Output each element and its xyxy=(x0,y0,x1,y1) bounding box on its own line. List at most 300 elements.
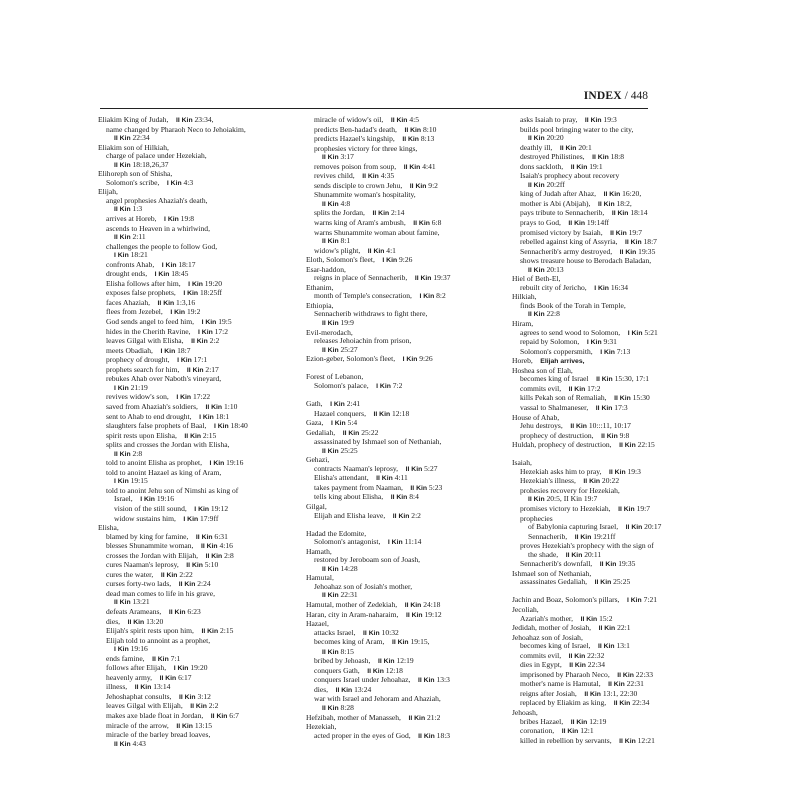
entry-text: war with Israel and Jehoram and Ahaziah, xyxy=(314,694,441,704)
entry-text: of Babylonia capturing Israel, xyxy=(528,522,619,532)
book-reference: I Kin xyxy=(170,309,186,317)
book-reference: II Kin xyxy=(559,144,577,152)
index-entry xyxy=(306,611,501,621)
book-reference: II Kin xyxy=(322,705,339,712)
book-reference: II Kin xyxy=(114,740,131,748)
entry-text: miracle of the arrow, xyxy=(106,720,169,730)
book-reference: II Kin xyxy=(190,703,207,711)
index-subentry xyxy=(306,410,501,420)
index-subentry xyxy=(98,441,293,450)
verse-location: 19:37 xyxy=(431,273,451,283)
entry-text: prophecy of drought, xyxy=(106,355,170,365)
book-reference: II Kin xyxy=(114,161,131,169)
entry-text: Jehoahaz son of Josiah, xyxy=(512,632,583,642)
book-reference: II Kin xyxy=(134,684,152,692)
book-reference: II Kin xyxy=(404,601,422,609)
verse-location: 19:9 xyxy=(338,318,354,328)
verse-location: 20:2ff xyxy=(544,179,565,189)
verse-location: 13:15 xyxy=(192,720,213,730)
entry-text: assassinates Gedaliah, xyxy=(520,577,588,587)
book-reference: II Kin xyxy=(200,543,218,551)
book-reference: II Kin xyxy=(372,210,390,218)
entry-text: dies, xyxy=(314,684,329,694)
verse-location: 4:5 xyxy=(407,115,419,124)
index-subentry xyxy=(98,375,293,384)
verse-location: 22:34 xyxy=(630,698,650,708)
verse-location: 2:8 xyxy=(222,550,234,560)
book-reference: I Kin xyxy=(387,539,403,547)
entry-text: illness, xyxy=(106,682,128,692)
book-reference: II Kin xyxy=(603,191,621,199)
entry-text: makes axe blade float in Jordan, xyxy=(106,711,204,720)
verse-location: 10:::11, 10:17 xyxy=(586,421,631,431)
entry-text: asks Isaiah to pray, xyxy=(520,115,578,124)
verse-location: 25:22 xyxy=(359,427,379,437)
verse-location: 19:8 xyxy=(178,214,195,224)
book-reference: II Kin xyxy=(114,206,131,214)
entry-text: Ethanim, xyxy=(306,282,334,292)
book-reference: II Kin xyxy=(617,671,634,679)
entry-text: rebukes Ahab over Naboth's vineyard, xyxy=(106,374,222,384)
verse-location: 19:5 xyxy=(216,317,232,327)
entry-text: pays tribute to Sennacherib, xyxy=(520,208,605,218)
book-reference: II Kin xyxy=(114,450,131,458)
verse-location: 4:1 xyxy=(384,245,396,255)
entry-text: builds pool bringing water to the city, xyxy=(520,124,634,134)
book-reference: II Kin xyxy=(574,533,592,541)
entry-text: Jehoash, xyxy=(512,708,538,717)
verse-location: 2:17 xyxy=(203,364,219,374)
book-reference: II Kin xyxy=(618,505,635,513)
entry-text: Evil-merodach, xyxy=(306,327,353,337)
entry-text: Jedidah, mother of Josiah, xyxy=(512,623,592,633)
verse-location: 19:3 xyxy=(625,466,641,476)
entry-text: told to anoint Jehu son of Nimshi as king of xyxy=(106,485,239,495)
book-reference: II Kin xyxy=(402,136,419,144)
verse-location: 18:7 xyxy=(175,345,191,355)
index-subentry xyxy=(98,243,293,252)
verse-location: 19:16 xyxy=(128,644,148,654)
entry-text: Jehoahaz son of Josiah's mother, xyxy=(314,581,413,591)
entry-text: Elijah, xyxy=(98,187,118,197)
entry-text: Huldah, prophecy of destruction, xyxy=(512,440,612,450)
entry-text: Ishmael son of Nethaniah, xyxy=(512,568,592,578)
verse-location: 18:17 xyxy=(176,259,196,269)
book-reference: II Kin xyxy=(322,320,339,328)
verse-location: 8:13 xyxy=(418,134,435,144)
book-reference: I Kin xyxy=(376,382,391,390)
entry-text: restored by Jeroboam son of Joash, xyxy=(314,555,421,565)
entry-text: deathly ill, xyxy=(520,142,553,152)
verse-location: 19:35 xyxy=(616,559,636,569)
index-subentry xyxy=(306,337,501,346)
verse-location: 13:14 xyxy=(151,682,171,692)
book-reference: I Kin xyxy=(114,478,129,486)
book-reference: II Kin xyxy=(114,135,131,143)
verse-location: 2:8 xyxy=(130,448,143,458)
entry-text: meets Obadiah, xyxy=(106,345,153,355)
book-reference: II Kin xyxy=(391,639,409,647)
index-subentry xyxy=(512,348,708,358)
verse-location: 3:12 xyxy=(195,691,211,701)
verse-location: 1:10 xyxy=(222,401,238,411)
book-reference: II Kin xyxy=(613,700,631,708)
entry-text: becomes king of Israel, xyxy=(520,641,591,651)
entry-text: Eloth, Solomon's fleet, xyxy=(306,255,375,265)
verse-location: 19:20 xyxy=(202,278,222,288)
entry-text: leaves Gilgal with Elijah, xyxy=(106,701,183,711)
book-reference: II Kin xyxy=(414,275,432,283)
entry-text: Solomon's antagonist, xyxy=(314,537,381,547)
entry-text: assassinated by Ishmael son of Nethaniah, xyxy=(314,437,442,447)
book-reference: I Kin xyxy=(201,319,217,327)
verse-location: 4:16 xyxy=(217,541,233,551)
entry-text: Gehazi, xyxy=(306,455,330,465)
verse-location: 8:10 xyxy=(421,124,437,134)
verse-location: 12:19 xyxy=(587,716,607,726)
book-reference: II Kin xyxy=(528,311,545,319)
book-reference: II Kin xyxy=(594,579,612,587)
entry-text: acted proper in the eyes of God, xyxy=(314,730,411,740)
book-reference: II Kin xyxy=(362,173,379,181)
entry-text: destroyed Philistines, xyxy=(520,152,585,162)
verse-location: 19:16 xyxy=(154,494,175,504)
entry-text: curses forty-two lads, xyxy=(106,579,172,589)
verse-location: 22:34 xyxy=(130,133,150,143)
entry-text: Ethiopia, xyxy=(306,300,334,310)
book-reference: II Kin xyxy=(584,117,602,124)
entry-text: Israel, xyxy=(114,494,133,504)
verse-location: 13:24 xyxy=(352,684,372,694)
verse-location: 2:11 xyxy=(130,232,146,242)
section-title: INDEX xyxy=(583,90,622,102)
index-subentry xyxy=(306,438,501,447)
entry-text: Isaiah's prophecy about recovery xyxy=(520,171,620,181)
entry-text: dies, xyxy=(106,616,121,626)
verse-location: 19:1 xyxy=(587,161,603,171)
index-subentry xyxy=(512,302,708,311)
verse-location: 22:15 xyxy=(635,440,655,450)
verse-location: 17:9ff xyxy=(198,513,219,523)
entry-text: releases Jehoiachin from prison, xyxy=(314,336,412,346)
index-subentry xyxy=(512,310,708,320)
verse-location: 8:15 xyxy=(338,646,354,656)
book-reference: I Kin xyxy=(164,216,179,224)
book-reference: I Kin xyxy=(140,496,155,504)
index-subentry xyxy=(306,447,501,457)
entry-text: dons sackloth, xyxy=(520,161,564,171)
entry-text: predicts Ben-hadad's death, xyxy=(314,124,397,134)
verse-location: 21:19 xyxy=(128,382,148,392)
index-subentry xyxy=(306,145,501,154)
entry-text: Jehoshaphat consults, xyxy=(106,691,172,701)
entry-text: Eliakim son of Hilkiah, xyxy=(98,142,169,152)
book-reference: I Kin xyxy=(183,515,199,523)
index-subentry xyxy=(512,578,708,588)
entry-text: vassal to Shalmaneser, xyxy=(520,402,589,412)
verse-location: 4:3 xyxy=(181,177,194,187)
book-reference: II Kin xyxy=(611,210,629,218)
book-reference: II Kin xyxy=(619,737,636,745)
book-reference: II Kin xyxy=(570,423,587,431)
index-subentry xyxy=(98,590,293,599)
entry-text: cures the water, xyxy=(106,569,154,579)
entry-text: month of Temple's consecration, xyxy=(314,291,412,301)
verse-location: 13:1 xyxy=(614,641,630,651)
verse-location: 18:7 xyxy=(641,237,657,247)
entry-text: Haran, city in Aram-naharaim, xyxy=(306,609,399,619)
entry-text: prophets search for him, xyxy=(106,364,180,374)
book-reference: I Kin xyxy=(177,357,192,365)
verse-location: 15:30, 17:1 xyxy=(612,374,649,384)
book-reference: I Kin xyxy=(173,665,189,673)
entry-text: Sennacherib, xyxy=(528,531,568,541)
verse-location: 9:8 xyxy=(617,430,630,440)
entry-text: angel prophesies Ahaziah's death, xyxy=(106,195,208,205)
book-reference: II Kin xyxy=(601,432,618,440)
book-reference: II Kin xyxy=(114,599,131,607)
verse-location: 17:2 xyxy=(212,326,229,336)
entry-text: Hezekiah asks him to pray, xyxy=(520,466,602,476)
entry-text: Elijah told to annoint as a prophet, xyxy=(106,635,211,645)
verse-location: 18:1 xyxy=(213,411,230,421)
book-reference: II Kin xyxy=(595,404,613,412)
entry-text: Gilgal, xyxy=(306,501,327,511)
verse-location: 22:1 xyxy=(615,623,631,633)
entry-text: Hadad the Edomite, xyxy=(306,528,367,538)
verse-location: 19:2 xyxy=(185,307,201,317)
verse-location: 7:2 xyxy=(390,380,403,390)
book-reference: II Kin xyxy=(565,551,583,559)
book-reference: II Kin xyxy=(322,238,339,246)
book-reference: II Kin xyxy=(335,686,353,694)
book-reference: II Kin xyxy=(609,468,626,476)
index-subentry xyxy=(306,638,501,648)
page-header xyxy=(100,88,648,109)
index-subentry xyxy=(98,126,293,135)
entry-gap xyxy=(306,391,501,400)
entry-text: mother is Abi (Abijah), xyxy=(520,198,591,208)
verse-location: 12:21 xyxy=(635,735,655,745)
entry-text: coronation, xyxy=(520,726,555,736)
entry-text: vision of the still sound, xyxy=(114,503,187,513)
verse-location: 2:15 xyxy=(201,430,217,440)
entry-gap xyxy=(512,451,708,460)
entry-text: blamed by king for famine, xyxy=(106,531,189,541)
verse-location: 22:32 xyxy=(585,650,605,660)
entry-text: Hiram, xyxy=(512,319,534,329)
entry-text: revives child, xyxy=(314,171,355,181)
entry-text: Ezion-geber, Solomon's fleet, xyxy=(306,354,396,364)
book-reference: II Kin xyxy=(367,667,384,675)
verse-location: 5:23 xyxy=(427,482,443,492)
entry-text: becomes king of Aram, xyxy=(314,637,385,647)
entry-text: Gath, xyxy=(306,398,323,408)
index-subentry xyxy=(98,731,293,740)
book-reference: II Kin xyxy=(127,618,145,626)
book-reference: I Kin xyxy=(594,284,609,292)
verse-location: 6:7 xyxy=(227,711,239,720)
entry-text: prophecies xyxy=(520,513,553,523)
entry-text: Jehu destroys, xyxy=(520,421,563,431)
verse-location: 8:4 xyxy=(407,492,419,502)
verse-location: 2:2 xyxy=(206,701,219,711)
verse-location: 7:1 xyxy=(168,653,181,663)
entry-text: removes poison from soup, xyxy=(314,161,397,171)
book-reference: I Kin xyxy=(213,423,229,431)
book-reference: II Kin xyxy=(195,533,213,541)
entry-text: Elisha, xyxy=(98,523,119,533)
entry-text: prophesies victory for three kings, xyxy=(314,143,418,153)
book-reference: II Kin xyxy=(413,220,430,228)
book-reference: II Kin xyxy=(322,648,339,656)
entry-text: killed in rebellion by servants, xyxy=(520,735,612,745)
verse-location: 13:21 xyxy=(130,597,150,607)
book-reference: I Kin xyxy=(176,394,192,402)
verse-location: 9:2 xyxy=(426,180,438,190)
verse-location: 8:2 xyxy=(434,291,446,301)
entry-text: promised victory by Isaiah, xyxy=(520,227,603,237)
book-reference: II Kin xyxy=(373,410,391,418)
entry-text: God sends angel to feed him, xyxy=(106,317,195,327)
book-reference: Elijah arrives, xyxy=(540,358,585,366)
book-reference: II Kin xyxy=(114,234,131,242)
book-reference: II Kin xyxy=(175,117,193,124)
index-subentry xyxy=(512,487,708,496)
book-reference: I Kin xyxy=(160,347,176,355)
verse-location: 20:11 xyxy=(582,549,602,559)
entry-text: warns king of Aram's ambush, xyxy=(314,218,406,228)
book-reference: II Kin xyxy=(322,565,339,573)
entry-text: miracle of the barley bread loaves, xyxy=(106,730,211,740)
entry-text: cures Naaman's leprosy, xyxy=(106,560,179,570)
index-subentry xyxy=(306,274,501,284)
book-reference: I Kin xyxy=(402,356,418,364)
book-reference: II Kin xyxy=(528,181,545,189)
verse-location: 6:31 xyxy=(212,531,228,541)
entry-text: ascends to Heaven in a whirlwind, xyxy=(106,223,210,233)
index-subentry xyxy=(98,152,293,161)
entry-text: Hiel of Beth-El, xyxy=(512,274,561,284)
entry-text: exposes false prophets, xyxy=(106,288,176,298)
book-reference: II Kin xyxy=(201,628,219,636)
book-reference: II Kin xyxy=(376,475,393,483)
entry-text: Hamath, xyxy=(306,546,332,556)
index-column-1 xyxy=(98,116,293,749)
book-reference: II Kin xyxy=(583,478,601,486)
book-reference: II Kin xyxy=(625,239,642,247)
index-subentry xyxy=(98,179,293,189)
verse-location: 5:4 xyxy=(345,418,358,428)
entry-text: Hamutal, xyxy=(306,573,334,583)
book-reference: II Kin xyxy=(568,385,586,393)
entry-text: Gedaliah, xyxy=(306,427,336,437)
entry-text: prohesies recovery for Hezekiah, xyxy=(520,485,620,495)
index-entry xyxy=(512,596,708,606)
verse-location: 13:1, 22:30 xyxy=(600,688,638,698)
verse-location: 9:26 xyxy=(417,354,433,364)
index-subentry xyxy=(306,493,501,503)
verse-location: 9:31 xyxy=(601,337,617,347)
book-reference: II Kin xyxy=(176,722,193,730)
verse-location: 4:8 xyxy=(338,198,351,208)
book-reference: II Kin xyxy=(205,403,223,411)
entry-text: bribes Hazael, xyxy=(520,716,564,726)
entry-text: Elisha follows after him, xyxy=(106,278,181,288)
verse-location: 2:2 xyxy=(409,510,421,520)
entry-text: commits evil, xyxy=(520,650,562,660)
verse-location: 1:3,16 xyxy=(174,297,196,307)
verse-location: 18:21 xyxy=(128,250,148,260)
entry-text: attacks Israel, xyxy=(314,627,356,637)
entry-text: Solomon's palace, xyxy=(314,380,369,390)
book-reference: II Kin xyxy=(392,512,410,520)
book-reference: II Kin xyxy=(168,608,186,616)
book-reference: II Kin xyxy=(409,182,427,190)
entry-text: hides in the Cherith Ravine, xyxy=(106,326,191,336)
entry-text: Elijah's spirit rests upon him, xyxy=(106,626,194,636)
verse-location: 4:43 xyxy=(130,738,146,748)
book-reference: I Kin xyxy=(586,339,602,347)
entry-text: Elihoreph son of Shisha, xyxy=(98,169,173,179)
book-reference: II Kin xyxy=(599,561,617,569)
book-reference: I Kin xyxy=(166,179,182,187)
index-subentry xyxy=(306,191,501,200)
entry-text: reigns in place of Sennacherib, xyxy=(314,273,408,283)
book-reference: II Kin xyxy=(186,562,203,570)
index-subentry xyxy=(98,637,293,646)
book-reference: II Kin xyxy=(160,571,178,579)
verse-location: 2:14 xyxy=(389,208,405,218)
verse-location: 18:8 xyxy=(608,152,625,162)
index-subentry xyxy=(98,225,293,234)
book-reference: II Kin xyxy=(619,248,637,256)
book-reference: I Kin xyxy=(330,420,346,428)
entry-text: rebuilt city of Jericho, xyxy=(520,282,587,292)
book-reference: II Kin xyxy=(417,677,435,685)
verse-location: 5:21 xyxy=(642,327,658,337)
entry-text: bribed by Jehoash, xyxy=(314,656,371,666)
book-reference: II Kin xyxy=(377,658,395,666)
index-subentry xyxy=(98,740,293,750)
entry-text: charge of palace under Hezekiah, xyxy=(106,151,207,161)
entry-text: Jecoliah, xyxy=(512,604,539,614)
book-reference: II Kin xyxy=(608,681,625,689)
index-subentry xyxy=(512,257,708,266)
verse-location: 19:16 xyxy=(224,458,244,468)
verse-location: 4:11 xyxy=(392,473,408,483)
index-subentry xyxy=(98,469,293,478)
book-reference: I Kin xyxy=(627,329,643,337)
entry-text: dead man comes to life in his grave, xyxy=(106,588,215,598)
entry-text: imprisoned by Pharaoh Neco, xyxy=(520,669,610,679)
book-reference: II Kin xyxy=(184,432,202,440)
verse-location: 23:34, xyxy=(192,115,214,124)
book-reference: II Kin xyxy=(159,674,177,682)
book-reference: II Kin xyxy=(584,690,601,698)
book-reference: II Kin xyxy=(580,615,598,623)
verse-location: 17:1 xyxy=(191,355,208,365)
book-reference: I Kin xyxy=(114,646,129,654)
verse-location: 22:34 xyxy=(585,660,605,670)
verse-location: 12:1 xyxy=(578,726,594,736)
verse-location: 5:27 xyxy=(422,463,438,473)
entry-text: commits evil, xyxy=(520,383,562,393)
verse-location: 18:14 xyxy=(628,208,648,218)
book-reference: II Kin xyxy=(408,714,426,722)
running-head xyxy=(584,90,648,102)
verse-location: 15:2 xyxy=(597,613,613,623)
